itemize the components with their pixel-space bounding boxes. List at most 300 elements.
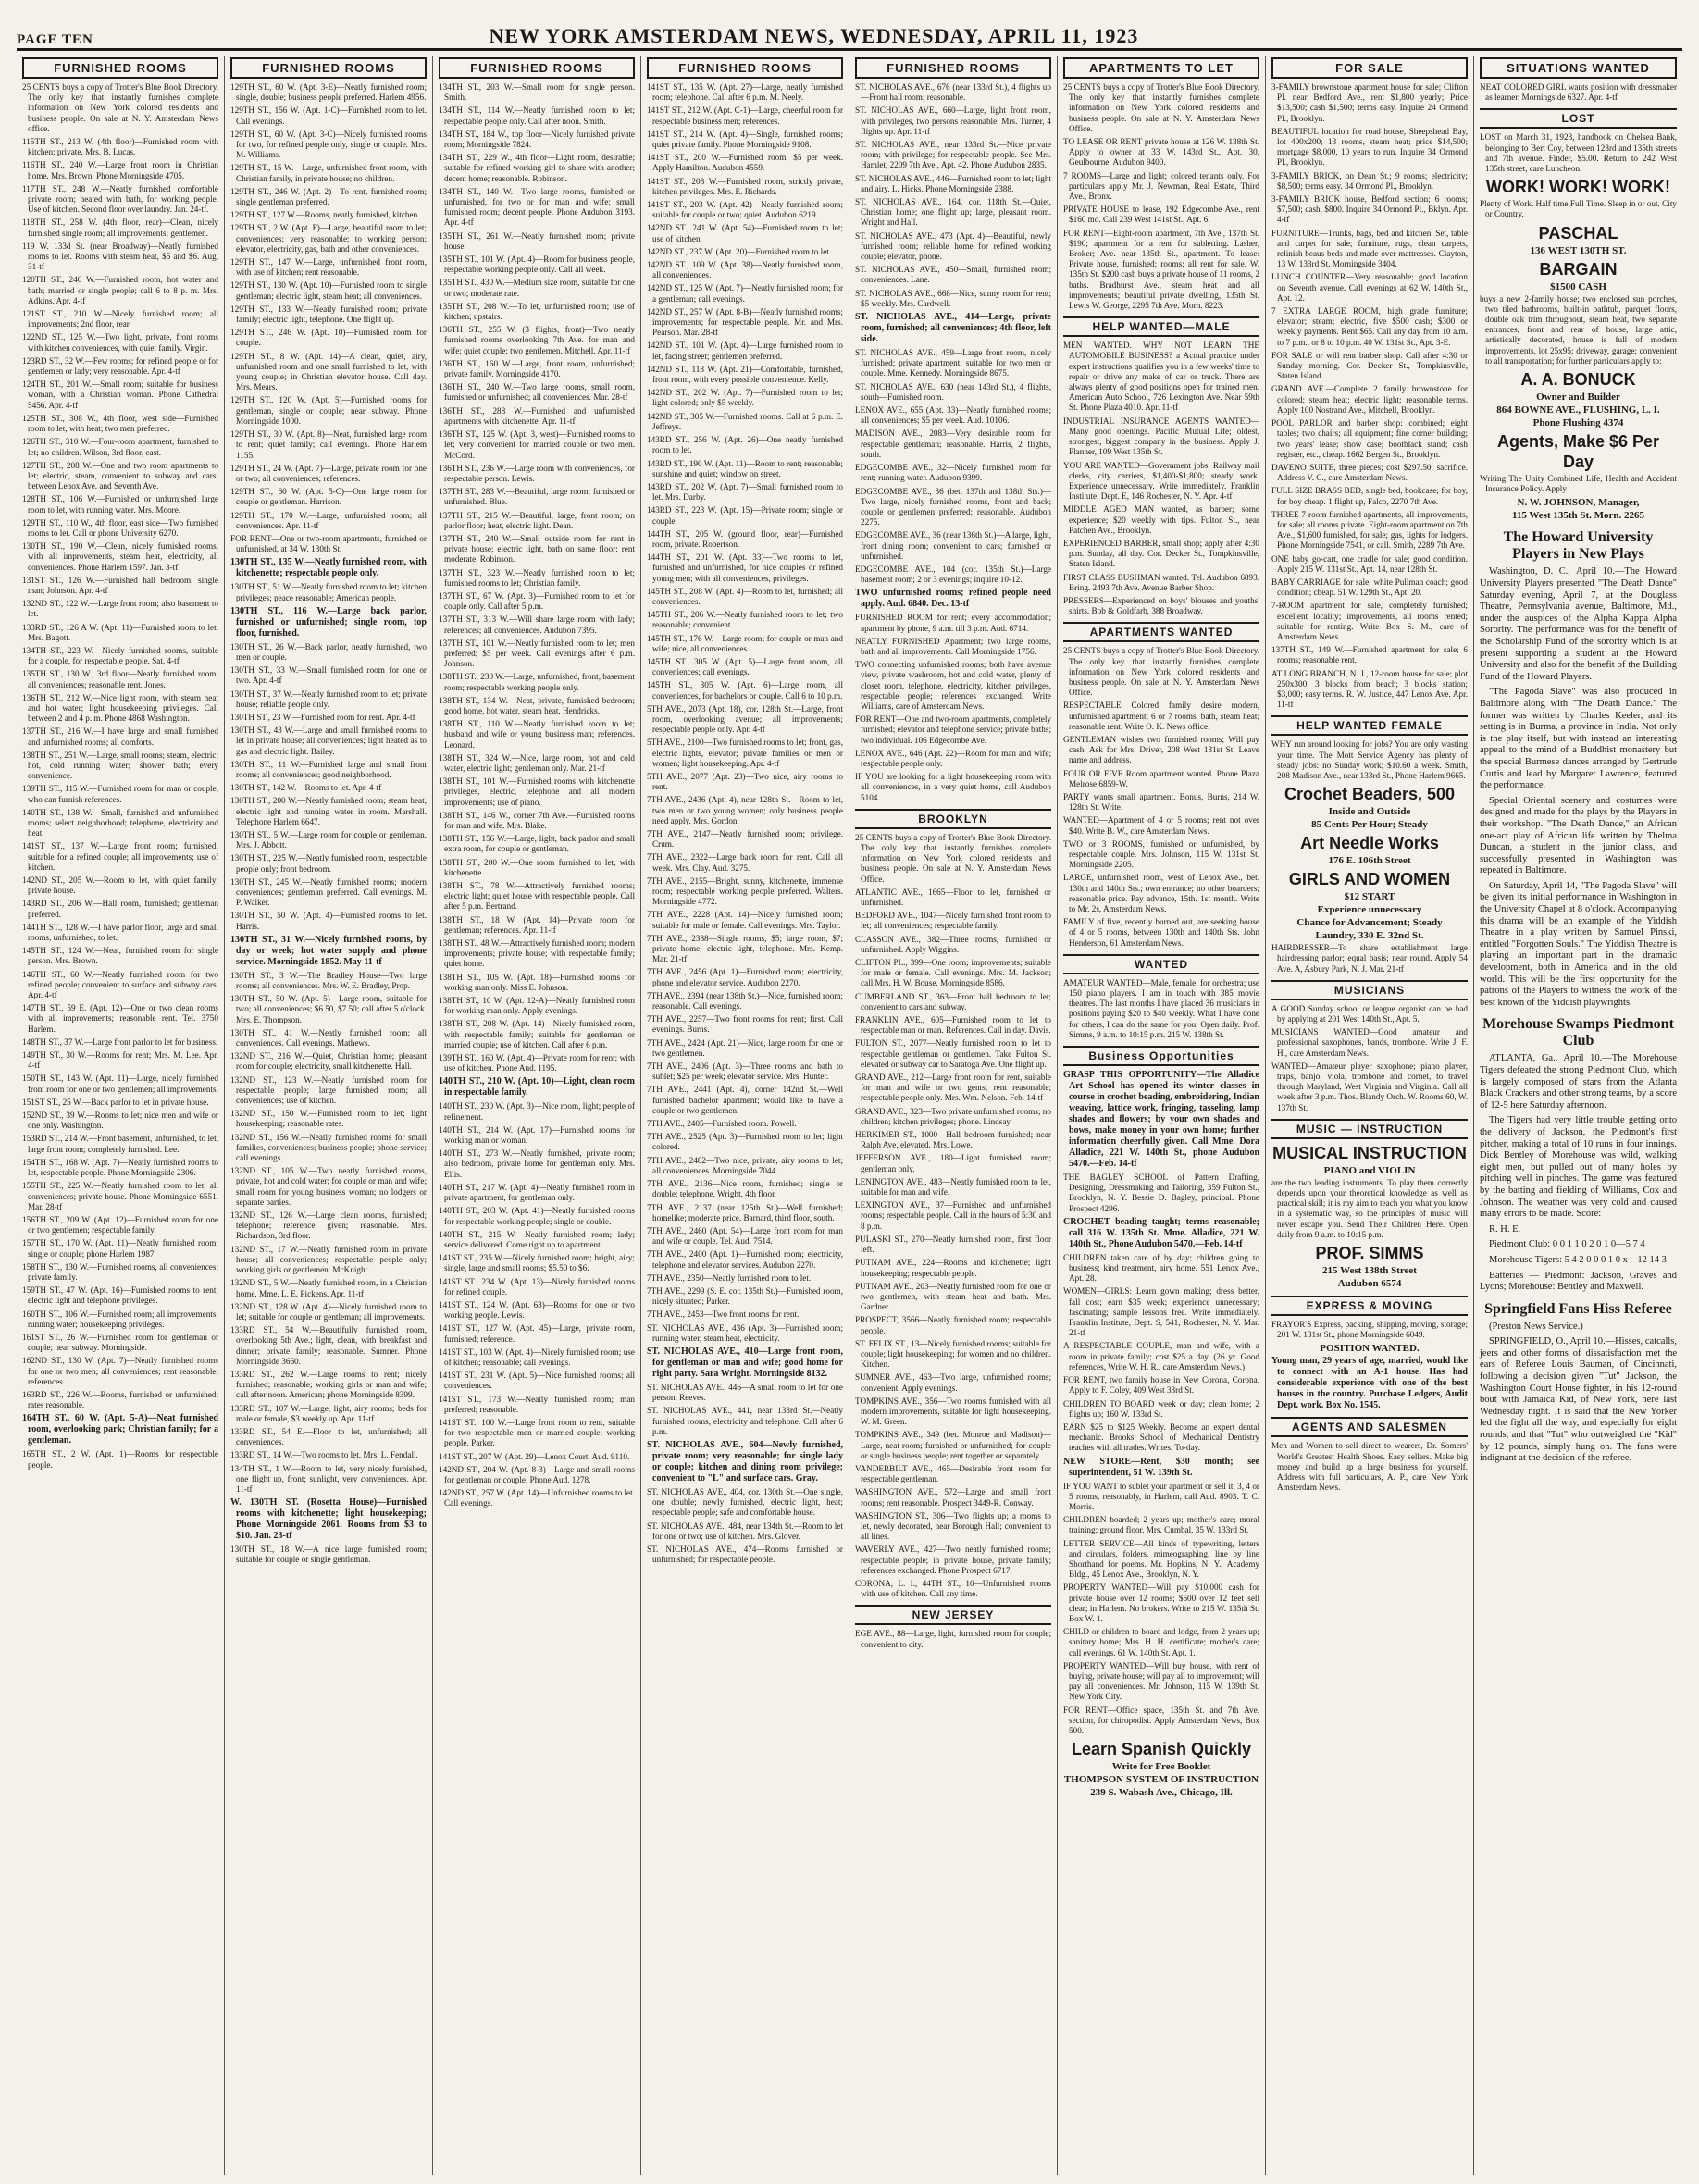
classified-ad: 141ST ST., 135 W. (Apt. 27)—Large, neatly furnished room; telephone. Call after 6 p.m. M. Neely. [647,82,843,103]
display-ad-line: POSITION WANTED. [1320,1343,1420,1355]
classified-ad: 137TH ST., 216 W.—I have large and small furnished and unfurnished rooms; all comforts. [22,726,218,747]
classified-ad: CROCHET beading taught; terms reasonable; call 316 W. 135th St. Mme. Alladice, 221 W. 140th St., Phone Audubon 5470.—Feb. 14-tf [1063,1216,1259,1249]
classified-ad: CHILDREN boarded; 2 years up; mother's care; moral training; ground floor. Mrs. Cumbal, 35 W. 133rd St. [1063,1515,1259,1535]
classified-ad: 134TH ST., 203 W.—Small room for single person. Smith. [439,82,635,103]
classified-ad: 136TH ST., 240 W.—Two large rooms, small room, furnished or unfurnished; all conveniences. Mar. 28-tf [439,382,635,403]
classified-ad: 145TH ST., 206 W.—Neatly furnished room to let; two reasonable; convenient. [647,610,843,630]
classified-ad: 130TH ST., 23 W.—Furnished room for rent. Apr. 4-tf [230,712,415,722]
classified-ad: 141ST ST., 200 W.—Furnished room, $5 per week. Apply Hamilton. Audubon 4559. [647,153,843,173]
classified-ad: ST. NICHOLAS AVE., 474—Rooms furnished or unfurnished; for respectable people. [647,1544,843,1565]
classified-ad: 138TH ST., 18 W. (Apt. 14)—Private room for gentleman; references. Apr. 11-tf [439,914,635,935]
display-ad-line: 215 West 138th Street [1322,1265,1417,1277]
display-ad-line: Crochet Beaders, 500 [1284,785,1456,804]
classified-ad: 135TH ST., 208 W.—To let, unfurnished room; use of kitchen; upstairs. [439,301,635,322]
section-header-music-instruction: MUSIC — INSTRUCTION [1271,1119,1468,1139]
classified-ad: NEAT COLORED GIRL wants position with dressmaker as learner. Morningside 6327. Apr. 4-tf [1480,82,1677,103]
classified-ad: 140TH ST., 215 W.—Neatly furnished room; lady; service delivered. Come right up to apartment. [439,1229,635,1249]
classified-ad: 130TH ST., 225 W.—Neatly furnished room, respectable people only; front bedroom. [230,853,427,874]
classified-ad: AT LONG BRANCH, N. J., 12-room house for sale; plot 250x300; 3 blocks from beach; 3 blocks station; $3,000; easy terms. R. W. Justice, 447 Lenox Ave. Apr. 11-tf [1271,668,1468,710]
classified-ad: 141ST ST., 137 W.—Large front room; furnished; suitable for a refined couple; all improvements; use of kitchen. [22,841,218,872]
news-paragraph: Washington, D. C., April 10.—The Howard University Players presented "The Death Dance" Saturday evening, April 7, at the Douglass Theatre, Pennsylvania avenue, Baltimore, Md., under the auspices of the Alpha Kappa Alpha Sorority. The performance was for the benefit of the Scholarship Fund of the sorority which is at present supporting a student at the Howard University and also for the benefit of the Building Fund of the Howard Players. [1480,566,1677,682]
display-ad-line: Chance for Advancement; Steady [1296,917,1443,929]
classified-ad: Men and Women to sell direct to wearers, Dr. Somers' World's Greatest Health Shoes. Easy sellers. Make big money and build up a large business for yourself. Address with full particulars, A. P., care New York Amsterdam News. [1271,1441,1468,1493]
column-header: FURNISHED ROOMS [855,57,1051,79]
classified-ad: EXPERIENCED BARBER, small shop; apply after 4:30 p.m. Sunday, all day. Cor. Decker St., Tompkinsville, Staten Island. [1063,538,1259,569]
classified-ad: 141ST ST., 124 W. (Apt. 63)—Rooms for one or two working people. Lewis. [439,1299,635,1321]
classified-ad: 130TH ST., 31 W.—Nicely furnished rooms, by day or week; hot water supply and phone service. Morningside 1852. May 11-tf [230,934,427,967]
classified-ad: 25 CENTS buys a copy of Trotter's Blue Book Directory. The only key that instantly furnishes complete information on New York colored residents and business people. On sale at N. Y. Amsterdam News Office. [1063,82,1259,133]
section-header-apartments-wanted: APARTMENTS WANTED [1063,622,1259,642]
classified-ad: 140TH ST., 203 W. (Apt. 41)—Neatly furnished rooms for respectable working people; single or double. [439,1206,635,1226]
classified-ad: 137TH ST., 283 W.—Beautiful, large room; furnished or unfurnished. Blue. [439,487,635,507]
column-3 [433,56,641,2175]
classified-ad: 130TH ST., 41 W.—Neatly furnished room; all conveniences. Call evenings. Mathews. [230,1027,427,1049]
column-5 [850,56,1058,2175]
classified-ad: 120TH ST., 240 W.—Furnished room, hot water and bath; married or single people; call 6 to 8 p. m. Mrs. Adkins. Apr. 4-tf [22,275,218,305]
classified-ad: MADISON AVE., 2083—Very desirable room for respectable gentleman; reasonable. Harris, 2 flights, south. [855,428,1051,459]
page-columns [17,56,1682,2175]
classified-ad: 132ND ST., 17 W.—Neatly furnished room in private house; all conveniences; respectable people only; working girls or gentlemen. McKnight. [230,1244,427,1275]
classified-ad: TOMPKINS AVE., 349 (bet. Monroe and Madison)—Large, neat room; furnished or unfurnished; for couple or single business people; rent together or separately. [855,1430,1051,1460]
classified-ad: PUTNAM AVE., 203—Neatly furnished room for one or two gentlemen, with steam heat and bath. Mrs. Gardner. [855,1281,1051,1312]
classified-ad: ST. NICHOLAS AVE., 473 (Apt. 4)—Beautiful, newly furnished room; reliable home for refined working couple; elevator, phone. [855,230,1051,262]
classified-ad: 133RD ST., 14 W.—Two rooms to let. Mrs. L. Fendall. [230,1450,418,1460]
classified-ad: 129TH ST., 130 W. (Apt. 10)—Furnished room to single gentleman; electric light, steam heat; all conveniences. [230,280,427,301]
classified-ad: ST. NICHOLAS AVE., 604—Newly furnished, private room; very reasonable; for single lady or couple; kitchen and dining room privilege; convenient to "L" and surface cars. Gray. [647,1439,843,1483]
classified-ad: 143RD ST., 256 W. (Apt. 26)—One neatly furnished room to let. [647,435,843,455]
classified-ad: 138TH ST., 10 W. (Apt. 12-A)—Neatly furnished room for working man only. Apply evenings. [439,996,635,1016]
classified-ad: 142ND ST., 109 W. (Apt. 38)—Neatly furnished room, all conveniences. [647,260,843,280]
classified-ad: 130TH ST., 43 W.—Large and small furnished rooms to let in private house; all conveniences; light heated as to gas and electric light. Bailey. [230,726,427,756]
classified-ad: 7TH AVE., 2350—Neatly furnished room to let. [647,1272,812,1283]
news-headline: The Howard University Players in New Plays [1503,529,1654,563]
classified-ad: EDGECOMBE AVE., 36 (bet. 137th and 138th Sts.)—Two large, nicely furnished rooms, front and back; couple or gentlemen preferred; reasonable. Audubon 2275. [855,486,1051,527]
classified-ad: 7TH AVE., 2388—Single rooms, $5; large room, $7; private home; electric light, telephone. Mrs. Kemp. Mar. 21-tf [647,933,843,964]
column-header: FURNISHED ROOMS [439,57,635,79]
classified-ad: 141ST ST., 127 W. (Apt. 45)—Large, private room, furnished; reference. [439,1323,635,1344]
classified-ad: 134TH ST., 184 W., top floor—Nicely furnished private room; Morningside 7824. [439,129,635,150]
classified-ad: 7TH AVE., 2453—Two front rooms for rent. [647,1309,800,1320]
section-header-new-jersey: NEW JERSEY [855,1605,1051,1625]
classified-ad: FOR RENT—Office space, 135th St. and 7th Ave. section, for chiropodist. Apply Amsterdam News, Box 500. [1063,1705,1259,1735]
classified-ad: 138TH ST., 101 W.—Furnished rooms with kitchenette privileges, electric, telephone and all modern improvements; use of piano. [439,776,635,807]
classified-ad: ST. NICHOLAS AVE., 414—Large, private room, furnished; all conveniences; 4th floor, left side. [855,312,1051,345]
classified-ad: PROSPECT, 3566—Neatly furnished room; respectable people. [855,1315,1051,1335]
classified-ad: 137TH ST., 101 W.—Neatly furnished room to let; men preferred; $5 per week. Call evenings after 6 p.m. Johnson. [439,638,635,669]
display-ad-line: N. W. JOHNSON, Manager, [1517,497,1640,509]
classified-ad: 135TH ST., 101 W. (Apt. 4)—Room for business people, respectable working people only. Call all week. [439,254,635,275]
column-4 [641,56,850,2175]
classified-ad: 130TH ST., 135 W.—Neatly furnished room, with kitchenette; respectable people only. [230,557,427,579]
classified-ad: 143RD ST., 190 W. (Apt. 11)—Room to rent; reasonable; sunshine and quiet; window on street. [647,458,843,478]
classified-ad: 5TH AVE., 2077 (Apt. 23)—Two nice, airy rooms to rent. [647,771,843,792]
classified-ad: EARN $25 to $125 Weekly. Become an expert dental mechanic. Brooks School of Mechanical Dentistry teaches with all trades. Writes. To-day. [1063,1421,1259,1453]
classified-ad: 116TH ST., 240 W.—Large front room in Christian home. Mrs. Brown. Phone Morningside 4705. [22,160,218,180]
classified-ad: PROPERTY WANTED—Will pay $10,000 cash for private house over 12 rooms; $500 over 12 feet sell clear; in Harlem. No brokers. Write to 215 W. 135th St. Box W. 1. [1063,1582,1259,1623]
classified-ad: DAVENO SUITE, three pieces; cost $297.50; sacrifice. Address V. C., care Amsterdam News. [1271,462,1468,483]
classified-ad: 139TH ST., 115 W.—Furnished room for man or couple, who can furnish references. [22,784,218,804]
classified-ad: 141ST ST., 173 W.—Neatly furnished room; man preferred; reasonable. [439,1394,635,1414]
classified-ad: ST. NICHOLAS AVE., 668—Nice, sunny room for rent; $5 weekly. Mrs. Cardwell. [855,288,1051,308]
classified-ad: 129TH ST., 2 W. (Apt. F)—Large, beautiful room to let; conveniences; very reasonable; to working person; elevator, electricity, gas, bath and other conveniences. [230,223,427,254]
classified-ad: VANDERBILT AVE., 465—Desirable front room for respectable gentleman. [855,1463,1051,1484]
classified-ad: 160TH ST., 106 W.—Furnished room; all improvements; running water; housekeeping privileges. [22,1309,218,1329]
classified-ad: EDGECOMBE AVE., 36 (near 136th St.)—A large, light, front dining room; convenient to cars; furnished or unfurnished. [855,530,1051,561]
display-ad-line: $12 START [1344,891,1395,903]
classified-ad: 5TH AVE., 2100—Two furnished rooms to let; front, gas, electric lights, elevator; private families or men or women; light housekeeping. Apr. 4-tf [647,738,844,768]
classified-ad: MIDDLE AGED MAN wanted, as barber; some experience; $20 weekly with tips. Fulton St., near Patchen Ave., Brooklyn. [1063,504,1259,535]
classified-ad: 140TH ST., 230 W. (Apt. 3)—Nice room, light; people of refinement. [439,1101,635,1122]
classified-ad: 130TH ST., 190 W.—Clean, nicely furnished rooms, with all improvements, steam heat, electricity, all conveniences. Phone Harlem 1597. Jan. 3-tf [22,541,218,572]
classified-ad: 138TH ST., 110 W.—Neatly furnished room to let; husband and wife or young business man; references. Leonard. [439,719,635,750]
classified-ad: FRANKLIN AVE., 605—Furnished room to let to respectable man or man. References. Call in day. Davis. [855,1015,1051,1036]
classified-ad: Young man, 29 years of age, married, would like to connect with an A-1 house. Has had considerable experience with one of the best houses in the country. Purchase Ledgers, Audit Dept. work. Box No. 1545. [1271,1356,1468,1411]
column-8 [1474,56,1682,2175]
section-header-musicians: MUSICIANS [1271,980,1468,1000]
classified-ad: 132ND ST., 105 W.—Two neatly furnished rooms, private, hot and cold water; for couple or man and wife; small room for young business woman; no lodgers or separate parties. [230,1166,427,1207]
classified-ad: ATLANTIC AVE., 1665—Floor to let, furnished or unfurnished. [855,887,1051,907]
classified-ad: 142ND ST., 101 W. (Apt. 4)—Large furnished room to let, facing street; gentlemen preferred. [647,341,843,361]
classified-ad: ST. NICHOLAS AVE., 164, cor. 118th St.—Quiet, Christian home; one flight up; large, pleasant room. Wright and Hall. [855,197,1051,228]
classified-ad: GRAND AVE., 212—Large front room for rent, suitable for man and wife or two gents; rent reasonable; respectable people only. Mrs. Wm. Nelson. Feb. 14-tf [855,1073,1051,1103]
classified-ad: WANTED—Apartment of 4 or 5 rooms; rent not over $40. Write B. W., care Amsterdam News. [1063,815,1259,836]
classified-ad: 142ND ST., 204 W. (Apt. 8-3)—Large and small rooms for gentleman or couple. Phone Aud. 1278. [439,1464,635,1484]
classified-ad: 7 EXTRA LARGE ROOM, high grade furniture; elevator; steam; electric, five $500 cash; $300 or weekly payments. Rent $65. Call any day from 10 a.m. to 7 p.m., or 8 to 10 p.m. 40 W. 131st St., Apt. 3-E. [1271,306,1468,347]
classified-ad: CUMBERLAND ST., 363—Front hall bedroom to let; convenient to cars and subway. [855,991,1051,1011]
classified-ad: 155TH ST., 225 W.—Neatly furnished room to let; all conveniences; private house. Phone Morningside 6551. Mar. 28-tf [22,1181,218,1211]
classified-ad: 5TH AVE., 2073 (Apt. 18), cor. 128th St.—Large, front room, overlooking avenue; all improvements; respectable people only. Apr. 4-tf [647,703,843,735]
classified-ad: 7TH AVE., 2257—Two front rooms for rent; first. Call evenings. Burns. [647,1014,843,1035]
news-paragraph: ATLANTA, Ga., April 10.—The Morehouse Tigers defeated the strong Piedmont Club, which is largely composed of stars from the Atlanta Black Crackers and other strong teams, by a score of 12-5 here Saturday afternoon. [1480,1053,1677,1111]
classified-ad: 130TH ST., 200 W.—Neatly furnished room; steam heat, electric light and running water in room. Marshall. Telephone Harlem 6647. [230,796,427,826]
classified-ad: 124TH ST., 201 W.—Small room; suitable for business woman, with a Christian woman. Phone Cathedral 5456. Apr. 4-tf [22,379,218,410]
classified-ad: IF YOU are looking for a light housekeeping room with all conveniences, in a very quiet home, call Audubon 5104. [855,772,1051,802]
classified-ad: 144TH ST., 201 W. (Apt. 33)—Two rooms to let, furnished and unfurnished, for nice couples or refined young men; with all conveniences, privileges. [647,552,843,583]
classified-ad: 7TH AVE., 2405—Furnished room. Powell. [647,1119,797,1129]
classified-ad: 130TH ST., 142 W.—Rooms to let. Apr. 4-tf [230,783,382,793]
classified-ad: 145TH ST., 176 W.—Large room; for couple or man and wife; nice, all conveniences. [647,633,843,653]
classified-ad: TWO connecting unfurnished rooms; both have avenue view, private washroom, hot and cold water, plenty of closet room, telephone, electricity, kitchen privileges, respectable people; references exchanged. Write Williams, care of Amsterdam News. [855,660,1051,711]
classified-ad: 130TH ST., 245 W.—Neatly furnished rooms; modern conveniences; gentleman preferred. Call evenings. M. P. Walker. [230,876,427,908]
classified-ad: are the two leading instruments. To play them correctly depends upon your theoretical knowledge as well as practical skill; it is my aim to teach you what you know in a systematic way, so the principles of music will never escape you. Send Their Children Here. Open daily from 9 a.m. to 10:15 p.m. [1271,1177,1468,1239]
classified-ad: 130TH ST., 5 W.—Large room for couple or gentleman. Mrs. J. Abbott. [230,829,427,850]
classified-ad: 127TH ST., 208 W.—One and two room apartments to let; electric, steam, convenient to subway and cars; between Lenox Ave. and Seventh Ave. [22,460,218,491]
classified-ad: 135TH ST., 430 W.—Medium size room, suitable for one or two; moderate rate. [439,278,635,298]
classified-ad: ST. FELIX ST., 13—Nicely furnished rooms; suitable for couple; light housekeeping; for women and no children. Kitchen. [855,1338,1051,1370]
classified-ad: WOMEN—GIRLS: Learn gown making; dress better, fall cost; earn $35 week; experience unnecessary; fascinating; sample lessons free. Write immediately. Franklin Institute, Dept. S, 541, Rochester, N. Y. Mar. 21-tf [1063,1286,1259,1338]
display-ad-line: Owner and Builder [1536,391,1620,403]
classified-ad: 7TH AVE., 2136—Nice room, furnished; single or double; telephone. Wright, 4th floor. [647,1179,843,1199]
classified-ad: 157TH ST., 170 W. (Apt. 11)—Neatly furnished room; single or couple; phone Harlem 1987. [22,1238,218,1259]
classified-ad: 129TH ST., 246 W. (Apt. 10)—Furnished room for couple. [230,328,427,348]
column-header: FURNISHED ROOMS [647,57,843,79]
column-header: APARTMENTS TO LET [1063,57,1259,79]
section-header-help-wanted-male: HELP WANTED—MALE [1063,316,1259,337]
display-ad-line: WORK! WORK! WORK! [1486,178,1670,197]
classified-ad: 7-ROOM apartment for sale, completely furnished; excellent locality; improvements, all rooms rented; suitable for renting. Write Box S. M., care of Amsterdam News. [1271,601,1468,641]
classified-ad: 7TH AVE., 2322—Large back room for rent. Call all week. Mrs. Clay. Aud. 3275. [647,852,843,873]
classified-ad: FOR SALE or will rent barber shop. Call after 4:30 or Sunday morning. Cor. Decker St., Tompkinsville, Staten Island. [1271,350,1468,381]
classified-ad: 7TH AVE., 2155—Bright, sunny, kitchenette, immense room; respectable working people preferred. Walters. Morningside 4772. [647,875,843,907]
news-paragraph: The Tigers had very little trouble getting onto the delivery of Jackson, the Piedmont's first pitcher, making a total of 10 runs in four innings. Dick Bentley of Morehouse was wild, walking eight men, but pulled out of many holes by pitching well in pinches. The game was featured by the batting and fielding of Williams, Cox and Johnson. The weather was very cold and caused many errors to be made. Score: [1480,1115,1677,1220]
classified-ad: 129TH ST., 156 W. (Apt. 1-C)—Furnished room to let. Call evenings. [230,105,427,126]
classified-ad: ST. NICHOLAS AVE., 630 (near 143rd St.), 4 flights, south—Furnished room. [855,381,1051,402]
classified-ad: 137TH ST., 149 W.—Furnished apartment for sale; 6 rooms; reasonable rent. [1271,645,1468,665]
classified-ad: A RESPECTABLE COUPLE, man and wife, with a room in private family; cost $25 a day. (26 yr. Good references, Write W. H. R., care Amsterdam News.) [1063,1341,1259,1371]
classified-ad: CLASSON AVE., 382—Three rooms, furnished or unfurnished. Apply Wiggins. [855,934,1051,954]
classified-ad: MUSICIANS WANTED—Good amateur and professional saxophones, bands, trombone. Write J. F. H., care Amsterdam News. [1271,1027,1468,1058]
classified-ad: 158TH ST., 130 W.—Furnished rooms, all conveniences; private family. [22,1261,218,1282]
classified-ad: 140TH ST., 210 W. (Apt. 10)—Light, clean room in respectable family. [439,1076,635,1098]
classified-ad: CLIFTON PL., 399—One room; improvements; suitable for male or female. Call evenings. Mrs. M. Jackson; call Mrs. H. W. Bouse. Morningside 8586. [855,958,1051,988]
classified-ad: 133RD ST., 107 W.—Large, light, airy rooms; beds for male or female, $3 weekly up. Apr. 11-tf [230,1403,427,1423]
classified-ad: 132ND ST., 150 W.—Furnished room to let; light housekeeping; reasonable rates. [230,1109,427,1129]
classified-ad: GRASP THIS OPPORTUNITY—The Alladice Art School has opened its winter classes in course in crochet beading, embroidering, Indian weaving, lattice work, fringing, tasseling, lamp shades and flowers; by your own shades and bows, make money in your own home; further information cheerfully given. Call Mme. Dora Alladice, 221 W. 140th St., phone Audubon 5470.—Feb. 14-tf [1063,1070,1259,1170]
classified-ad: PRESSERS—Experienced on boys' blouses and youths' shirts. Bob & Goldfarb, 388 Broadway. [1063,595,1259,616]
classified-ad: 141ST ST., 234 W. (Apt. 13)—Nicely furnished rooms for refined couple. [439,1276,635,1297]
classified-ad: FOR RENT—One or two-room apartments, furnished or unfurnished, at 34 W. 130th St. [230,533,427,554]
classified-ad: 142ND ST., 205 W.—Room to let, with quiet family; private house. [22,875,218,896]
classified-ad: 165TH ST., 2 W. (Apt. 1)—Rooms for respectable people. [22,1449,218,1470]
news-paragraph: SPRINGFIELD, O., April 10.—Hisses, catcalls, jeers and other forms of dissatisfaction met the ears of Referee Louis Bauman, of Cincinnati, following a decision given "Tut" Jackson, the Washington Court House fighter, in his 12-round bout with Jamaica Kid, of New York, here last Wednesday night. It is said that the New Yorker led the fight all the way, and especially for eight rounds, and that "Tut" who outweighed the "Kid" by 12 pounds, simply hung on. The fans were indignant at the decision of the referee. [1480,1336,1677,1464]
classified-ad: FULL SIZE BRASS BED, single bed, bookcase; for boy, for boy cheap. 1 flight up, Falco, 2270 7th Ave. [1271,486,1468,506]
classified-ad: 140TH ST., 214 W. (Apt. 17)—Furnished rooms for working man or woman. [439,1124,635,1146]
classified-ad: LOST on March 31, 1923, handbook on Chelsea Bank, belonging to Bert Coy, between 123rd and 135th streets and 7th avenue. Finder, $5.00. Return to 242 West 135th street, care Luncheon. [1480,132,1677,174]
classified-ad: 143RD ST., 223 W. (Apt. 15)—Private room; single or couple. [647,505,843,526]
classified-ad: CORONA, L. I., 44TH ST., 10—Unfurnished rooms with use of kitchen. Call any time. [855,1578,1051,1599]
classified-ad: 145TH ST., 305 W. (Apt. 5)—Large front room, all conveniences; call evenings. [647,656,843,677]
classified-ad: 141ST ST., 231 W. (Apt. 5)—Nice furnished rooms; all conveniences. [439,1371,635,1391]
classified-ad: 119 W. 133d St. (near Broadway)—Neatly furnished rooms to let. Rooms with steam heat, $5 and $6. Aug. 31-tf [22,241,218,272]
classified-ad: 3-FAMILY brownstone apartment house for sale; Clifton Pl. near Bedford Ave., rent $1,800 yearly; Price $13,500; cash $1,500; terms easy. Inquire 24 Ormond Pl., Brooklyn. [1271,82,1468,123]
classified-ad: WASHINGTON ST., 306—Two flights up; a rooms to let, newly decorated, near Borough Hall; convenient to all lines. [855,1510,1051,1542]
classified-ad: 134TH ST., 114 W.—Neatly furnished room to let; respectable people only. Call after noon. Smith. [439,105,635,126]
classified-ad: ST. NICHOLAS AVE., 441, near 133rd St.—Neatly furnished rooms, electricity and telephone. Call after 6 p.m. [647,1406,843,1436]
classified-ad: 129TH ST., 60 W. (Apt. 3-C)—Nicely furnished rooms for two, for refined people only, single or couple. Mrs. M. Williams. [230,129,427,160]
classified-ad: 163RD ST., 226 W.—Rooms, furnished or unfurnished; rates reasonable. [22,1389,218,1410]
classified-ad: 145TH ST., 124 W.—Neat, furnished room for single person. Mrs. Brown. [22,946,218,966]
classified-ad: 7TH AVE., 2436 (Apt. 4), near 128th St.—Room to let, two men or two young women; only business people need apply. Mrs. Gordon. [647,795,843,825]
classified-ad: 136TH ST., 212 W.—Nice light room, with steam heat and hot water; light housekeeping privileges. Call between 2 and 4 p. m. Phone 4868 Washington. [22,692,218,724]
classified-ad: 142ND ST., 237 W. (Apt. 20)—Furnished room to let. [647,246,832,256]
display-ad-line: Inside and Outside [1328,806,1411,818]
classified-ad: 3-FAMILY BRICK house, Bedford section; 6 rooms; $7,500; cash, $800. Inquire 34 Ormond Pl., Bklyn. Apr. 4-tf [1271,194,1468,225]
classified-ad: 130TH ST., 26 W.—Back parlor, neatly furnished, two men or couple. [230,641,427,662]
classified-ad: 139TH ST., 160 W. (Apt. 4)—Private room for rent; with use of kitchen. Phone Aud. 1195. [439,1053,635,1073]
classified-ad: ST. NICHOLAS AVE., 436 (Apt. 3)—Furnished room; running water, steam heat, electricity. [647,1322,843,1343]
classified-ad: 7TH AVE., 2441 (Apt. 4), corner 142nd St.—Well furnished bachelor apartment; would like to have a couple or two gentlemen. [647,1085,843,1115]
classified-ad: LETTER SERVICE—All kinds of typewriting, letters and circulars, folders, mimeographing, line by line Shorthand for poems. Mr. Hopkins, N. Y., Academy Bldg., 45 Lenox Ave., Brooklyn, N. Y. [1063,1538,1259,1580]
classified-ad: FOR RENT—Eight-room apartment, 7th Ave., 137th St. $190; apartment for a rent for subletting. Lasher, Broker; Ave. near 135th St., apartment. To lease: Private house, furnished; rooms; all rent for sale. W. 135th St. $200 cash buys a private house of 11 rooms, 2 baths. Bradhurst Ave., steam heat and all improvements; beautiful private dwelling, 135th St. Lewis W. George, 2295 7th Ave. Morn. 8223. [1063,228,1259,311]
news-paragraph: On Saturday, April 14, "The Pagoda Slave" will be given its initial performance in Washington in the University Chapel at 8 o'clock. Accompanying this drama will be an example of the Yiddish Theatre in a play written by Samuel Pinski, entitled "Forgotten Souls." The Yiddish Theatre is playing an important part in the dramatic development, both in America and in the old world. This will be the first opportunity for the patrons of the Players to witness the work of the best known of the Yiddish playwrights. [1480,880,1677,1008]
classified-ad: LENOX AVE., 655 (Apt. 33)—Neatly furnished rooms; all conveniences; $5 per week. Aud. 10106. [855,405,1051,426]
display-ad-line: GIRLS AND WOMEN [1288,870,1451,889]
classified-ad: PRIVATE HOUSE to lease, 192 Edgecombe Ave., rent $160 mo. Call 239 West 141st St., Apt. 6. [1063,205,1259,225]
classified-ad: FAMILY of five, recently burned out, are seeking house of 4 or 5 rooms, between 130th and 140th Sts. John Henderson, 61 Amsterdam News. [1063,917,1259,948]
section-header-agents-and-salesmen: AGENTS AND SALESMEN [1271,1417,1468,1437]
classified-ad: 136TH ST., 125 W. (Apt. 3, west)—Furnished rooms to let; very convenient for married couple or two men. McCord. [439,429,635,460]
column-7 [1266,56,1474,2175]
classified-ad: 144TH ST., 205 W. (ground floor, rear)—Furnished room, private. Robertson. [647,528,843,549]
classified-ad: 143RD ST., 206 W.—Hall room, furnished; gentleman preferred. [22,899,218,919]
newspaper-title: NEW YORK AMSTERDAM NEWS, WEDNESDAY, APRIL 11, 1923 [489,24,1139,47]
classified-ad: 132ND ST., 128 W. (Apt. 4)—Nicely furnished room to let; suitable for couple or gentleman; all improvements. [230,1301,427,1322]
display-ad-line: Write for Free Booklet [1111,1761,1211,1773]
display-ad-line: Experience unnecessary [1317,904,1422,916]
classified-ad: LARGE, unfurnished room, west of Lenox Ave., bet. 130th and 140th Sts.; own entrance; no other boarders; reasonable price. Pay advance, 15th. 1st month. Write to Mr. 2s, Amsterdam News. [1063,873,1259,914]
classified-ad: MEN WANTED. WHY NOT LEARN THE AUTOMOBILE BUSINESS? a Actual practice under expert instructions qualifies you in a few weeks' time to repair or drive any make of car or truck. There are always plenty of good positions open for trained men. American Auto School, 726 Lexington Ave. Near 59th St. Phone Plaza 4010. Apr. 11-tf [1063,341,1259,413]
classified-ad: 138TH ST., 230 W.—Large, unfurnished, front, basement room; respectable working people only. [439,672,635,692]
classified-ad: 137TH ST., 323 W.—Neatly furnished room to let; furnished rooms to let; Christian family. [439,567,635,588]
news-paragraph: Special Oriental scenery and costumes were designed and made for the plays by the Players in their workshop. "The Death Dance," an African one-act play of African life written by Thelma Duncan, a student in the junior class, and successfully presented in Washington was repeated in Baltimore. [1480,795,1677,876]
classified-ad: ST. NICHOLAS AVE., 446—Furnished room to let; light and airy. L. Hicks. Phone Morningside 2388. [855,173,1051,193]
classified-ad: 147TH ST., 59 E. (Apt. 12)—One or two clean rooms with all improvements; reasonable rent. Tel. 3750 Harlem. [22,1003,218,1034]
classified-ad: ST. NICHOLAS AVE., 660—Large, light front room, with privileges, two persons reasonable. Mrs. Turner, 4 flights up. Apr. 11-tf [855,105,1051,136]
display-ad-line: $1500 CASH [1550,280,1606,292]
classified-ad: 7 ROOMS—Large and light; colored tenants only. For particulars apply Mr. J. Newman, Real Estate, Third Ave., Bronx. [1063,170,1259,202]
classified-ad: Writing The Unity Combined Life, Health and Accident Insurance Policy. Apply [1480,474,1677,494]
classified-ad: 138TH ST., 78 W.—Attractively furnished rooms; electric light; quiet house with respectable people. Call after 5 p.m. Bertrand. [439,881,635,912]
classified-ad: 135TH ST., 261 W.—Neatly furnished room; private house. [439,230,635,251]
section-header-lost: LOST [1480,108,1677,129]
classified-ad: 138TH ST., 200 W.—One room furnished to let, with kitchenette. [439,857,635,877]
classified-ad: LEXINGTON AVE., 37—Furnished and unfurnished rooms; respectable people. Call in the hours of 5:30 and 8 p.m. [855,1200,1051,1231]
classified-ad: ST. NICHOLAS AVE., near 133rd St.—Nice private room; with privilege; for respectable people. See Mrs. Hamlet, 2209 7th Ave., Apt. 42. Phone Audubon 2835. [855,140,1051,170]
classified-ad: 142ND ST., 202 W. (Apt. 7)—Furnished room to let; light colored; only $5 weekly. [647,388,843,408]
classified-ad: 134TH ST., 140 W.—Two large rooms, furnished or unfurnished, for two or for man and wife; small furnished room; decent people. Phone Audubon 3193. Apr. 4-tf [439,186,635,228]
classified-ad: 136TH ST., 255 W. (3 flights, front)—Two neatly furnished rooms overlooking 7th Ave. for man and wife; quiet couple; two gentlemen. Mitchell. Apr. 11-tf [439,325,635,355]
classified-ad: 130TH ST., 51 W.—Neatly furnished room to let; kitchen privileges; peace reasonable; American people. [230,582,427,602]
classified-ad: FOR RENT—One and two-room apartments, completely furnished; elevator and telephone service; private baths; two individual. 106 Edgecombe Ave. [855,714,1051,745]
classified-ad: 141ST ST., 207 W. (Apt. 29)—Lenox Court. Aud. 9110. [439,1451,630,1461]
column-header: FOR SALE [1271,57,1468,79]
classified-ad: 142ND ST., 305 W.—Furnished rooms. Call at 6 p.m. E. Jeffreys. [647,411,843,431]
classified-ad: 141ST ST., 100 W.—Large front room to rent, suitable for two respectable men or married couple; working people. Parker. [439,1417,635,1448]
classified-ad: 7TH AVE., 2424 (Apt. 21)—Nice, large room for one or two gentlemen. [647,1037,843,1058]
classified-ad: 133RD ST., 54 W.—Beautifully furnished room, overlooking 5th Ave.; light, clean, with breakfast and dinner; private family; reasonable. Sumner. Phone Morningside 3660. [230,1325,427,1366]
classified-ad: 141ST ST., 208 W.—Furnished room, strictly private, kitchen privileges. Mrs. E. Richards. [647,176,843,196]
display-ad-line: 176 E. 106th Street [1328,855,1411,867]
classified-ad: 130TH ST., 50 W. (Apt. 4)—Furnished rooms to let. Harris. [230,911,427,931]
classified-ad: 25 CENTS buys a copy of Trotter's Blue Book Directory. The only key that instantly furnishes complete information on New York colored residents and business people. On sale at N. Y. Amsterdam News Office. [855,832,1051,884]
display-ad-line: 864 BOWNE AVE., FLUSHING, L. I. [1496,404,1660,416]
classified-ad: 152ND ST., 39 W.—Rooms to let; nice men and wife or one only. Washington. [22,1111,218,1131]
classified-ad: GENTLEMAN wishes two furnished rooms; Will pay cash. Ask for Mrs. Driver, 208 West 131st St. Leave name and address. [1063,734,1259,765]
classified-ad: TO LEASE OR RENT private house at 126 W. 138th St. Apply to owner at 33 W. 143rd St., Apt. 30, Geulbourne. Audubon 9400. [1063,137,1259,168]
classified-ad: 25 CENTS buys a copy of Trotter's Blue Book Directory. The only key that instantly furnishes complete information on New York colored residents and business people. On sale at N. Y. Amsterdam News office. [22,82,218,133]
display-ad-line: Phone Flushing 4374 [1532,417,1624,429]
classified-ad: 7TH AVE., 2525 (Apt. 3)—Furnished room to let; light colored. [647,1132,843,1152]
classified-ad: 154TH ST., 168 W. (Apt. 7)—Neatly furnished rooms to let, respectable people. Phone Morningside 2306. [22,1157,218,1178]
classified-ad: ST. NICHOLAS AVE., 676 (near 133rd St.), 4 flights up—Front hall room; reasonable. [855,82,1051,103]
classified-ad: EDGECOMBE AVE., 104 (cor. 135th St.)—Large basement room; 2 or 3 evenings; inquire 10-12. [855,564,1051,585]
display-ad-line: THOMPSON SYSTEM OF INSTRUCTION [1063,1774,1259,1786]
classified-ad: WASHINGTON AVE., 572—Large and small front rooms; rent reasonable. Prospect 3449-R. Conway. [855,1487,1051,1508]
classified-ad: 140TH ST., 217 W. (Apt. 4)—Neatly furnished room in private apartment, for gentleman only. [439,1182,635,1203]
classified-ad: 136TH ST., 236 W.—Large room with conveniences, for respectable person. Lewis. [439,463,635,483]
classified-ad: 142ND ST., 241 W. (Apt. 54)—Furnished room to let; use of kitchen. [647,223,843,243]
classified-ad: Plenty of Work. Half time Full Time. Sleep in or out. City or Country. [1480,199,1677,219]
classified-ad: LENINGTON AVE., 483—Neatly furnished room to let, suitable for man and wife. [855,1176,1051,1197]
classified-ad: FURNITURE—Trunks, bags, bed and kitchen. Set, table and carpet for sale; furniture, rugs, clean carpets, relinish beaus beds and made over mattresses. Clayton, 13 W. 133rd St. Morningside 3404. [1271,228,1468,269]
column-header: FURNISHED ROOMS [22,57,218,79]
display-ad-line: Audubon 6574 [1337,1278,1402,1290]
classified-ad: GRAND AVE., 323—Two private unfurnished rooms; no children; kitchen privileges; phone. Lindsay. [855,1106,1051,1126]
classified-ad: 7TH AVE., 2394 (near 138th St.)—Nice, furnished room; reasonable. Call evenings. [647,990,843,1011]
classified-ad: ONE baby go-cart, one cradle for sale; good condition. Apply 215 W. 131st St., Apt. 14, near 128th St. [1271,553,1468,574]
classified-ad: 126TH ST., 310 W.—Four-room apartment, furnished to let; no children. Wilson, 3rd floor, east. [22,437,218,457]
classified-ad: WAVERLY AVE., 427—Two neatly furnished rooms; respectable people; in private house, private family; references exchanged. Phone Prospect 6717. [855,1545,1051,1575]
classified-ad: 140TH ST., 273 W.—Neatly furnished, private room; also bedroom, private home for gentleman only. Mrs. Ellis. [439,1148,635,1179]
classified-ad: EGE AVE., 88—Large, light, furnished room for couple; convenient to city. [855,1629,1051,1649]
classified-ad: NEW STORE—Rent, $30 month; see superintendent, 51 W. 139th St. [1063,1456,1259,1478]
classified-ad: 133RD ST., 54 E.—Floor to let, unfurnished; all conveniences. [230,1426,427,1447]
classified-ad: 132ND ST., 216 W.—Quiet, Christian home; pleasant room for couple; electricity, small kitchenette. Hall. [230,1051,427,1072]
classified-ad: 7TH AVE., 2299 (S. E. cor. 135th St.)—Furnished room, nicely situated; Parker. [647,1285,843,1307]
classified-ad: 138TH ST., 156 W.—Large, light, back parlor and small extra room, for couple or gentleman. [439,834,635,854]
classified-ad: 125TH ST., 308 W., 4th floor, west side—Furnished room to let, with heat; two men preferred. [22,413,218,434]
classified-ad: LUNCH COUNTER—Very reasonable; good location on Seventh avenue. Call evenings at 62 W. 140th St., Apt. 12. [1271,272,1468,303]
news-headline: Morehouse Swamps Piedmont Club [1482,1016,1674,1049]
classified-ad: EDGECOMBE AVE., 32—Nicely furnished room for rent; running water. Audubon 9399. [855,463,1051,483]
classified-ad: 145TH ST., 305 W. (Apt. 6)—Large room, all conveniences, for bachelors or couple. Call 6 to 10 p.m. [647,680,843,701]
classified-ad: 135TH ST., 130 W., 3rd floor—Neatly furnished room; all conveniences; reasonable rent. Jones. [22,669,218,689]
classified-ad: 134TH ST., 1 W.—Room to let, very nicely furnished, one flight up, front; sunlight, very conveniences. Apr. 11-tf [230,1463,427,1494]
section-header-brooklyn: BROOKLYN [855,809,1051,829]
classified-ad: 7TH AVE., 2228 (Apt. 14)—Nicely furnished room; suitable for male or female. Call evenings. Mrs. Taylor. [647,910,843,930]
classified-ad: INDUSTRIAL INSURANCE AGENTS WANTED—Many good openings. Pacific Mutual Life; oldest, strongest, biggest company in the business. Apply J. Planner, 109 West 135th St. [1063,416,1259,457]
classified-ad: THE BAGLEY SCHOOL of Pattern Drafting, Designing, Dressmaking and Tailoring, 359 Fulton St., Brooklyn, N. Y. Bessie D. Bagley, principal. Phone Prospect 4296. [1063,1173,1259,1213]
classified-ad: TOMPKINS AVE., 356—Two rooms furnished with all modern improvements, suitable for light housekeeping. W. M. Green. [855,1396,1051,1427]
classified-ad: 132ND ST., 122 W.—Large front room; also basement to let. [22,599,218,619]
classified-ad: CHILD or children to board and lodge, from 2 years up; sanitary home; Mrs. H. H. certificate; mother's care; call evenings. 61 W. 140th St. Apt. 1. [1063,1627,1259,1657]
classified-ad: 141ST ST., 214 W. (Apt. 4)—Single, furnished rooms; quiet private family. Phone Morningside 9108. [647,129,843,150]
classified-ad: 7TH AVE., 2147—Neatly furnished room; privilege. Crum. [647,829,843,850]
classified-ad: 138TH ST., 208 W. (Apt. 14)—Nicely furnished room, with respectable family; suitable for gentleman or married couple; use of kitchen. Call after 6 p.m. [439,1019,635,1049]
classified-ad: LENOX AVE., 646 (Apt. 22)—Room for man and wife; respectable people only. [855,748,1051,768]
classified-ad: 138TH ST., 146 W., corner 7th Ave.—Furnished rooms for man and wife. Mrs. Blake. [439,810,635,830]
news-headline: Springfield Fans Hiss Referee [1484,1300,1672,1317]
classified-ad: PULASKI ST., 270—Neatly furnished room, first floor left. [855,1234,1051,1255]
classified-ad: 7TH AVE., 2400 (Apt. 1)—Furnished room; electricity, telephone and elevator services. Audubon 2270. [647,1249,843,1270]
column-1 [17,56,225,2175]
classified-ad: 137TH ST., 313 W.—Will share large room with lady; references; all conveniences. Audubon 7395. [439,614,635,635]
classified-ad: IF YOU WANT to sublet your apartment or sell it, 3, 4 or 5 rooms, reasonably, in Harlem, call Aud. 8903. T. C. Morris. [1063,1481,1259,1511]
classified-ad: FOR RENT, two family house in New Corona, Corona. Apply to F. Coley, 409 West 33rd St. [1063,1375,1259,1396]
classified-ad: 132ND ST., 126 W.—Large clean rooms, furnished; telephone; reference given; reasonable. Mrs. Richardson, 3rd floor. [230,1210,427,1241]
column-header: SITUATIONS WANTED [1480,57,1677,79]
classified-ad: 159TH ST., 47 W. (Apt. 16)—Furnished rooms to rent; electric light and telephone privileges. [22,1285,218,1306]
classified-ad: 164TH ST., 60 W. (Apt. 5-A)—Neat furnished room, overlooking park; Christian family; for a gentleman. [22,1413,218,1446]
news-paragraph: Batteries — Piedmont: Jackson, Graves and Lyons; Morehouse: Bentley and Maxwell. [1480,1270,1677,1293]
classified-ad: 136TH ST., 160 W.—Large, front room, unfurnished; private family. Morningside 4170. [439,358,635,379]
news-paragraph: R. H. E. [1489,1223,1521,1235]
classified-ad: 129TH ST., 127 W.—Rooms, neatly furnished, kitchen. [230,210,420,220]
classified-ad: TWO or 3 ROOMS, furnished or unfurnished, by respectable couple. Mrs. Johnson, 115 W. 131st St. Morningside 2205. [1063,838,1259,870]
classified-ad: 148TH ST., 37 W.—Large front parlor to let for business. [22,1036,218,1047]
display-ad-line: MUSICAL INSTRUCTION [1272,1143,1467,1162]
classified-ad: 7TH AVE., 2460 (Apt. 54)—Large front room for man and wife or couple. Tel. Aud. 7514. [647,1225,843,1247]
classified-ad: 137TH ST., 240 W.—Small outside room for rent in private house; electric light, bath on same floor; rent moderate. Robinson. [439,533,635,565]
classified-ad: WHY run around looking for jobs? You are only wasting your time. The Mott Service Agency has plenty of steady jobs: no Sunday work; $10.60 a week. Smith, 208 Madison Ave., near 133rd St., Phone Harlem 9665. [1271,739,1468,780]
display-ad-line: 85 Cents Per Hour; Steady [1311,819,1428,831]
classified-ad: FIRST CLASS BUSHMAN wanted. Tel. Audubon 6893. Bring. 2493 7th Ave. Avenue Barber Shop. [1063,572,1259,592]
classified-ad: 130TH ST., 11 W.—Furnished large and small front rooms; all conveniences; good neighborhood. [230,759,427,779]
column-header: FURNISHED ROOMS [230,57,427,79]
classified-ad: RESPECTABLE Colored family desire modern, unfurnished apartment; 6 or 7 rooms, bath, steam heat; reasonable rent. Write O. K. News office. [1063,701,1259,731]
page-number: PAGE TEN [17,32,93,47]
classified-ad: 133RD ST., 126 A W. (Apt. 11)—Furnished room to let. Mrs. Bagott. [22,622,218,642]
